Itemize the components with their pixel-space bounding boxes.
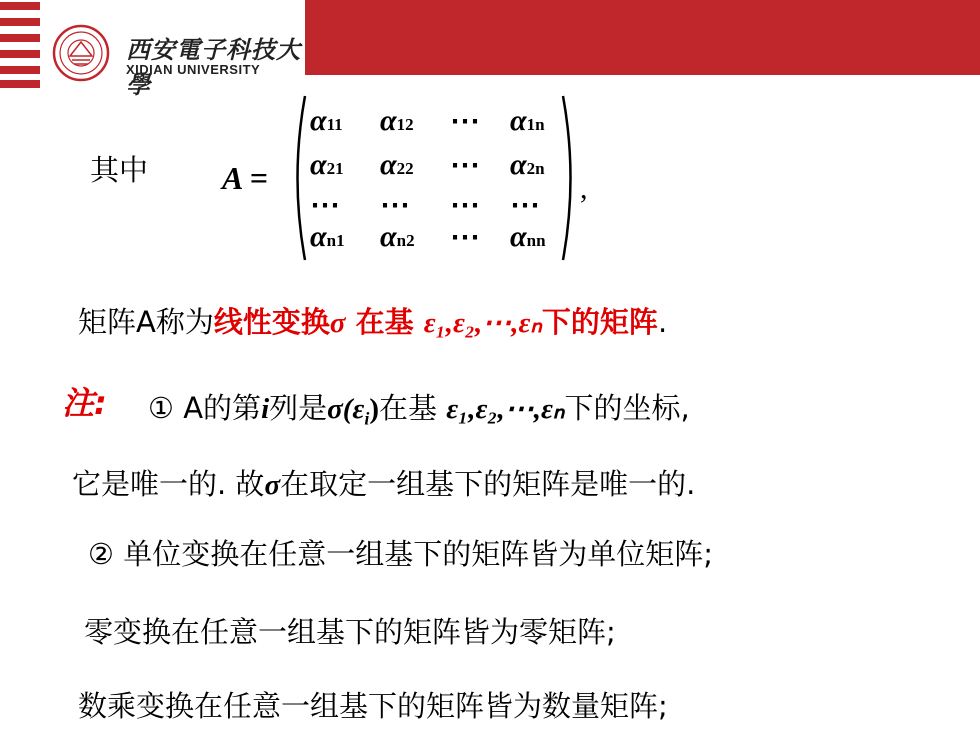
university-logo xyxy=(52,24,302,99)
matrix-cell-symbol: ⋯ xyxy=(450,221,480,254)
matrix-cell-symbol: α xyxy=(380,148,397,181)
matrix-A xyxy=(288,92,588,264)
matrix-cell-symbol: ⋯ xyxy=(450,189,480,222)
matrix-trailing-comma: , xyxy=(580,172,588,205)
matrix-cell-symbol: α xyxy=(380,104,397,137)
definition-prefix: 矩阵A称为 xyxy=(78,305,214,339)
matrix-cell-symbol: α xyxy=(310,220,327,253)
matrix-cell xyxy=(450,220,480,255)
matrix-cell xyxy=(450,188,480,223)
note-item-1-line-2-b: 在取定一组基下的矩阵是唯一的. xyxy=(280,467,696,501)
matrix-cell-subscript: 2n xyxy=(526,159,545,178)
matrix-cell-symbol: ⋯ xyxy=(510,189,540,222)
header-red-bar xyxy=(305,0,980,75)
matrix-cell-subscript: n2 xyxy=(396,231,415,250)
matrix-cell-symbol: α xyxy=(510,104,527,137)
matrix-cell-subscript: 22 xyxy=(396,159,414,178)
matrix-lhs: A = xyxy=(222,160,268,196)
note-item-1-line-2-sigma: σ xyxy=(264,469,281,501)
note-item-1-sigma: σ(ε xyxy=(327,393,365,425)
matrix-cell xyxy=(510,148,545,182)
matrix-cell-subscript: 1n xyxy=(526,115,545,134)
note-item-1-i: i xyxy=(261,393,270,425)
matrix-cell xyxy=(310,220,345,254)
matrix-cell-symbol: α xyxy=(510,148,527,181)
note-item-1-c: 在基 xyxy=(379,391,447,425)
definition-line xyxy=(78,300,667,341)
matrix-cell xyxy=(380,104,414,138)
matrix-cell xyxy=(380,148,414,182)
matrix-cell xyxy=(310,104,343,138)
definition-basis: ε₁,ε₂,⋯,εₙ xyxy=(423,307,542,339)
note-item-1-a: ① A的第 xyxy=(148,391,262,425)
note-item-1-sub: i xyxy=(364,408,370,429)
matrix-cell-symbol: α xyxy=(510,220,527,253)
note-item-1-basis: ε₁,ε₂,⋯,εₙ xyxy=(446,393,565,425)
note-item-1-close: ) xyxy=(369,393,379,425)
university-name-en: XIDIAN UNIVERSITY xyxy=(126,62,261,77)
matrix-cell-symbol: ⋯ xyxy=(380,189,410,222)
matrix-cell xyxy=(380,220,415,254)
note-item-1-line-2 xyxy=(72,462,695,503)
left-paren xyxy=(288,92,308,264)
university-seal-icon xyxy=(52,24,110,82)
matrix-intro: 其中 xyxy=(90,153,149,187)
matrix-cell xyxy=(510,104,545,138)
note-item-2: ② 单位变换在任意一组基下的矩阵皆为单位矩阵; xyxy=(88,537,713,571)
definition-period: . xyxy=(657,305,668,339)
note-item-1-b: 列是 xyxy=(269,391,328,425)
matrix-cell-symbol: ⋯ xyxy=(450,105,480,138)
university-name-cn: 西安電子科技大學 xyxy=(126,35,301,99)
matrix-cell xyxy=(310,148,344,182)
note-item-1-line-2-a: 它是唯一的. 故 xyxy=(72,467,265,501)
header-stripes xyxy=(0,0,40,88)
matrix-cell-subscript: n1 xyxy=(326,231,345,250)
matrix-cell-symbol: ⋯ xyxy=(310,189,340,222)
definition-linear-transform: 线性变换 xyxy=(213,305,330,339)
matrix-cell xyxy=(380,188,410,223)
matrix-cell-subscript: nn xyxy=(526,231,546,250)
note-item-1-d: 下的坐标, xyxy=(564,391,690,425)
note-item-1 xyxy=(148,386,690,429)
note-item-4: 数乘变换在任意一组基下的矩阵皆为数量矩阵; xyxy=(78,689,668,723)
matrix-cell xyxy=(310,188,340,223)
matrix-cell xyxy=(450,148,480,183)
definition-sigma: σ xyxy=(329,307,346,339)
definition-matrix: 下的矩阵 xyxy=(541,305,658,339)
matrix-cell-symbol: ⋯ xyxy=(450,149,480,182)
note-item-3: 零变换在任意一组基下的矩阵皆为零矩阵; xyxy=(84,615,616,649)
matrix-cell-symbol: α xyxy=(310,148,327,181)
matrix-cell-symbol: α xyxy=(380,220,397,253)
note-label: 注: xyxy=(62,384,107,422)
slide-header xyxy=(0,0,980,99)
matrix-cell-symbol: α xyxy=(310,104,327,137)
matrix-cell-subscript: 21 xyxy=(326,159,344,178)
matrix-cell-subscript: 12 xyxy=(396,115,414,134)
matrix-cell-subscript: 11 xyxy=(326,115,343,134)
matrix-cell xyxy=(510,220,546,254)
right-paren xyxy=(560,92,580,264)
matrix-cell xyxy=(510,188,540,223)
definition-in-basis: 在基 xyxy=(345,305,424,339)
matrix-cell xyxy=(450,104,480,139)
